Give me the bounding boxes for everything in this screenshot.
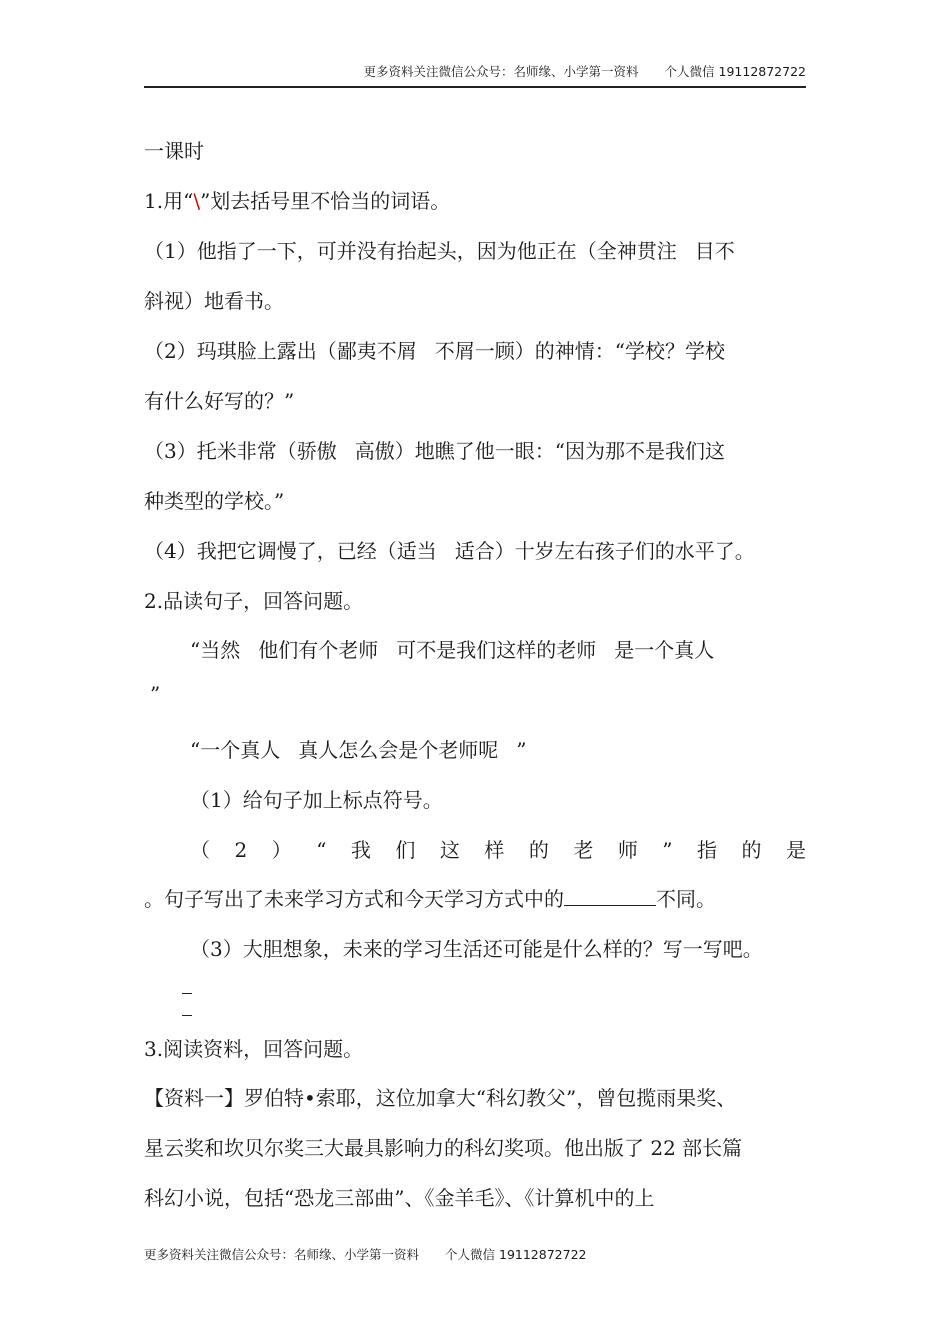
header-personal-info: 个人微信 19112872722 — [664, 64, 806, 79]
header-wechat-info: 更多资料关注微信公众号：名师缘、小学第一资料 — [363, 64, 639, 79]
q2-s2-part-2: 真人怎么会是个老师呢 — [298, 738, 499, 762]
q2-sentence-1 — [190, 636, 714, 664]
q2-sub2-char: ” — [662, 838, 673, 862]
q1-item-4-text-a: （4）我把它调慢了，已经（适当 — [144, 539, 437, 563]
q2-sub2-text-a: 。句子写出了未来学习方式和今天学习方式中的 — [144, 887, 564, 911]
q1-item-1-line1 — [144, 237, 735, 265]
q2-s1-part-4: 是一个真人 — [614, 638, 715, 662]
q2-s1-part-2: 他们有个老师 — [258, 638, 379, 662]
q1-item-3-line1 — [144, 437, 725, 465]
q1-item-3-text-b: 高傲）地瞧了他一眼：“因为那不是我们这 — [354, 439, 725, 463]
footer-personal-info: 个人微信 19112872722 — [445, 1247, 587, 1262]
q2-sub2-char: 的 — [741, 838, 762, 862]
q1-item-1-line2: 斜视）地看书。 — [144, 289, 284, 313]
q2-sub-3: （3）大胆想象，未来的学习生活还可能是什么样的？写一写吧。 — [190, 937, 763, 961]
q1-item-3-text-a: （3）托米非常（骄傲 — [144, 439, 337, 463]
q2-sub2-char: “ — [316, 838, 327, 862]
q1-item-2-text-a: （2）玛琪脸上露出（鄙夷不屑 — [144, 339, 417, 363]
q3-title: 3.阅读资料，回答问题。 — [144, 1037, 364, 1061]
q2-sub2-char: 指 — [697, 838, 718, 862]
q2-sub2-char: 们 — [395, 838, 416, 862]
material-label: 【资料一】 — [144, 1086, 244, 1110]
q2-sub-1: （1）给句子加上标点符号。 — [190, 788, 443, 812]
q2-s1-part-3: 可不是我们这样的老师 — [396, 638, 597, 662]
q1-item-1-text-a: （1）他指了一下，可并没有抬起头，因为他正在（全神贯注 — [144, 239, 677, 263]
q3-material-line2: 星云奖和坎贝尔奖三大最具影响力的科幻奖项。他出版了 22 部长篇 — [144, 1136, 743, 1160]
q2-sentence-1-close: ” — [150, 682, 161, 706]
q1-suffix: ”划去括号里不恰当的词语。 — [200, 189, 451, 213]
q2-s2-part-3: ” — [516, 738, 527, 762]
q1-item-2-line2: 有什么好写的？” — [144, 389, 295, 413]
q2-sub2-char: 这 — [439, 838, 460, 862]
q2-sub2-char: 老 — [573, 838, 594, 862]
q1-item-3-line2: 种类型的学校。” — [144, 489, 285, 513]
q2-sentence-2 — [190, 736, 526, 764]
q2-sub2-char: 师 — [617, 838, 638, 862]
answer-line[interactable] — [182, 1015, 192, 1016]
answer-blank[interactable] — [564, 885, 656, 906]
q2-sub2-char: 样 — [484, 838, 505, 862]
answer-line[interactable] — [182, 993, 192, 994]
q2-sub2-char: 的 — [528, 838, 549, 862]
q2-sub-2-line1 — [190, 836, 806, 864]
q2-sub2-char: 我 — [350, 838, 371, 862]
q2-sub-2-line2 — [144, 885, 716, 913]
q2-s2-part-1: “一个真人 — [190, 738, 281, 762]
lesson-title: 一课时 — [144, 139, 204, 163]
q2-sub2-char: ） — [271, 838, 292, 862]
q2-sub2-char: 2 — [234, 838, 248, 862]
q1-item-1-text-b: 目不 — [694, 239, 735, 263]
page-footer — [144, 1245, 586, 1263]
q1-item-4-text-b: 适合）十岁左右孩子们的水平了。 — [454, 539, 755, 563]
q1-item-2-text-b: 不屑一顾）的神情：“学校？学校 — [434, 339, 725, 363]
q2-sub2-char: 是 — [785, 838, 806, 862]
q1-slash-mark: \ — [193, 189, 201, 213]
q3-material-line3: 科幻小说，包括“恐龙三部曲”、《金羊毛》、《计算机中的上 — [144, 1186, 655, 1210]
q2-sub2-text-b: 不同。 — [656, 887, 716, 911]
q1-prefix: 1.用“ — [144, 189, 194, 213]
q1-item-2-line1 — [144, 337, 725, 365]
q3-material-line1 — [144, 1084, 736, 1112]
page-header — [144, 62, 806, 88]
q2-sub2-char: （ — [190, 838, 210, 862]
footer-wechat-info: 更多资料关注微信公众号：名师缘、小学第一资料 — [144, 1247, 420, 1262]
q1-item-4-line1 — [144, 537, 755, 565]
q1-title — [144, 187, 450, 215]
q2-title: 2.品读句子，回答问题。 — [144, 589, 364, 613]
q2-s1-part-1: “当然 — [190, 638, 241, 662]
material-text: 罗伯特•索耶，这位加拿大“科幻教父”，曾包揽雨果奖、 — [244, 1086, 737, 1110]
